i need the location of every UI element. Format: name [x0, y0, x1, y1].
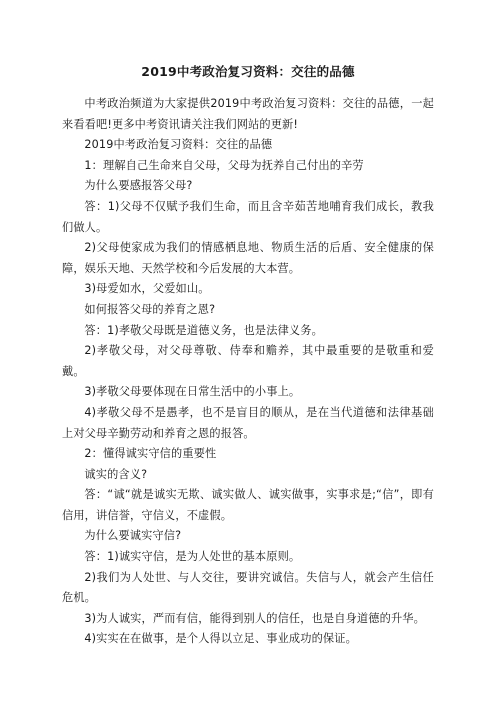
answer-item: 答：“诚“就是诚实无欺、诚实做人、诚实做事，实事求是;“信”，即有信用，讲信誉，守信义，不虚假。 [62, 488, 434, 522]
section-heading-2: 2：懂得诚实守信的重要性 [84, 447, 217, 461]
answer-item: 答：1)孝敬父母既是道德义务，也是法律义务。 [84, 323, 323, 337]
answer-item: 2)孝敬父母，对父母尊敬、侍奉和赡养，其中最重要的是敬重和爱戴。 [62, 344, 434, 378]
answer-item: 4)实实在在做事，是个人得以立足、事业成功的保证。 [84, 632, 357, 646]
answer-item: 答：1)父母不仅赋予我们生命，而且含辛茹苦地哺育我们成长，教我们做人。 [62, 199, 434, 234]
answer-item: 3)孝敬父母要体现在日常生活中的小事上。 [84, 385, 301, 399]
paragraph-subtitle: 2019中考政治复习资料：交往的品德 [84, 138, 273, 152]
paragraph-intro: 中考政治频道为大家提供2019中考政治复习资料：交往的品德，一起来看看吧!更多中考资讯请关注我们网站的更新! [62, 97, 434, 131]
answer-item: 4)孝敬父母不是愚孝，也不是盲目的顺从，是在当代道德和法律基础上对父母辛勤劳动和养育之恩的报答。 [62, 405, 434, 440]
question: 诚实的含义? [84, 467, 148, 481]
question: 为什么要诚实守信? [84, 529, 182, 543]
answer-item: 答：1)诚实守信，是为人处世的基本原则。 [84, 550, 301, 564]
answer-item: 3)为人诚实，严而有信，能得到别人的信任，也是自身道德的升华。 [84, 611, 425, 625]
answer-item: 3)母爱如水，父爱如山。 [84, 282, 210, 296]
answer-item: 2)父母使家成为我们的情感栖息地、物质生活的后盾、安全健康的保障，娱乐天地、天然学校和今后发展的大本营。 [62, 241, 434, 275]
document-body [62, 94, 434, 650]
section-heading-1: 1：理解自己生命来自父母，父母为抚养自己付出的辛劳 [84, 158, 364, 172]
answer-item: 2)我们为人处世、与人交往，要讲究诚信。失信与人，就会产生信任危机。 [62, 570, 434, 605]
document-title: 2019中考政治复习资料：交往的品德 [141, 64, 355, 79]
question: 为什么要感报答父母? [84, 179, 193, 193]
question: 如何报答父母的养育之恩? [84, 302, 216, 316]
